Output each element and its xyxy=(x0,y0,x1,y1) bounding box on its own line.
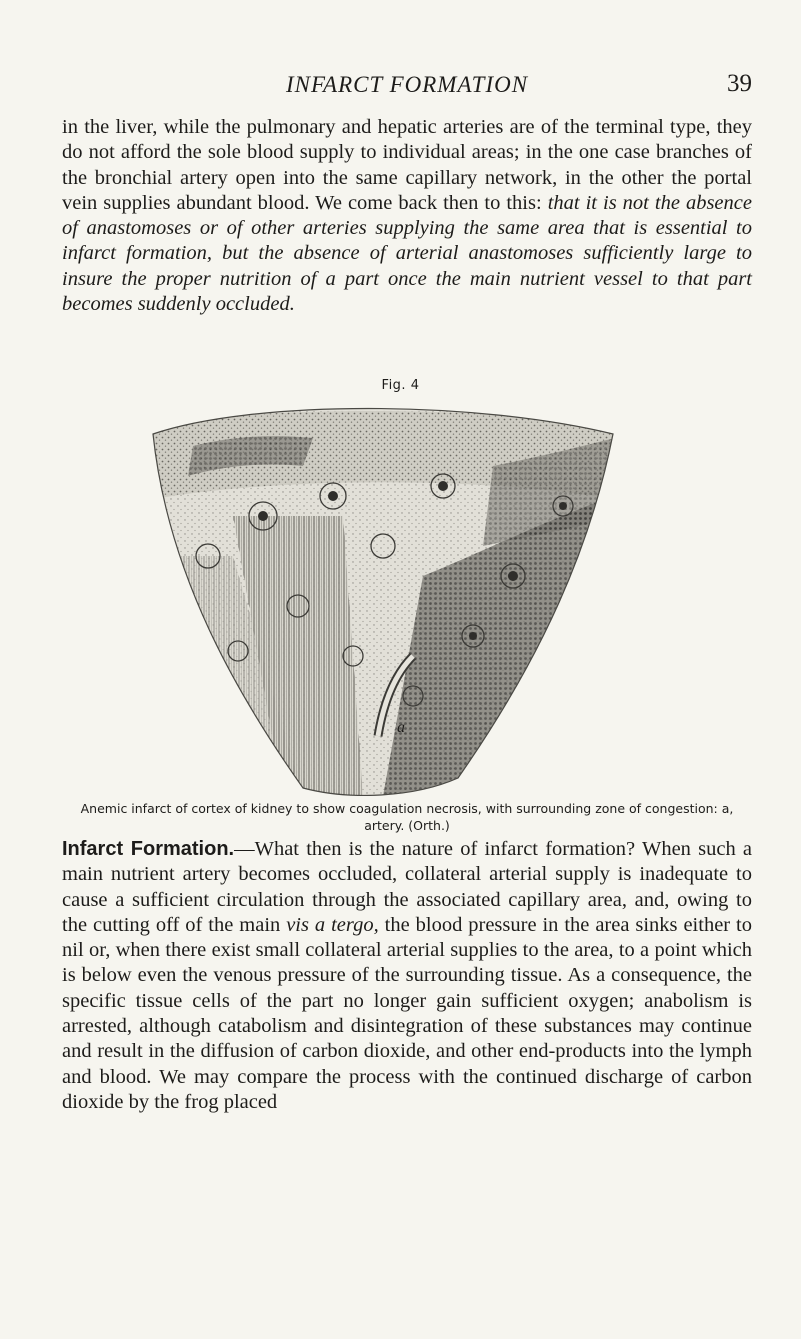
running-header xyxy=(62,68,752,102)
figure-label: Fig. 4 xyxy=(381,378,420,393)
emphasized-thesis: that it is not the absence of anastomoses or of other arteries supplying the same area that is essential to infarct formation, but the absence of arterial anastomoses sufficiently large to insure the proper nutrition of a part once the main nutrient vessel to that part becomes suddenly occluded. xyxy=(62,191,752,316)
paragraph-liver-arteries xyxy=(62,115,752,317)
artery-marker-label: a xyxy=(397,719,405,736)
paragraph-text: —What then is the nature of infarct formation? When such a main nutrient artery becomes occluded, collateral arterial supply is inadequate to cause a sufficient circulation through the associated capillary area, and, owing to the cutting off of the main xyxy=(62,838,752,936)
paragraph-text-continued: the blood pressure in the area sinks either to nil or, when there exist small collateral arterial supplies to the area, to a point which is below even the venous pressure of the surrounding tissue. As a consequence, the specific tissue cells of the part no longer gain sufficient oxygen; anabolism is arrested, although catabolism and disintegration of these substances may continue and result in the diffusion of carbon dioxide, and other end-products into the lymph and blood. We may compare the process with the continued discharge of carbon dioxide by the frog placed xyxy=(62,913,752,1113)
section-heading: Infarct Formation. xyxy=(62,838,235,860)
paragraph-text: in the liver, while the pulmonary and hepatic arteries are of the terminal type, they do not afford the sole blood supply to individual areas; in the one case branches of the bronchial artery open into the same capillary network, in the other the portal vein supplies abundant blood. We come back then to this: xyxy=(62,116,752,214)
figure-caption: Anemic infarct of cortex of kidney to show coagulation necrosis, with surrounding zone of congestion: a, artery. (Orth.) xyxy=(80,801,734,833)
running-title: INFARCT FORMATION xyxy=(285,72,529,97)
paragraph-infarct-formation xyxy=(62,837,752,1115)
latin-term: vis a tergo, xyxy=(286,913,379,936)
page-number: 39 xyxy=(727,70,752,97)
kidney-infarct-illustration xyxy=(113,406,621,796)
